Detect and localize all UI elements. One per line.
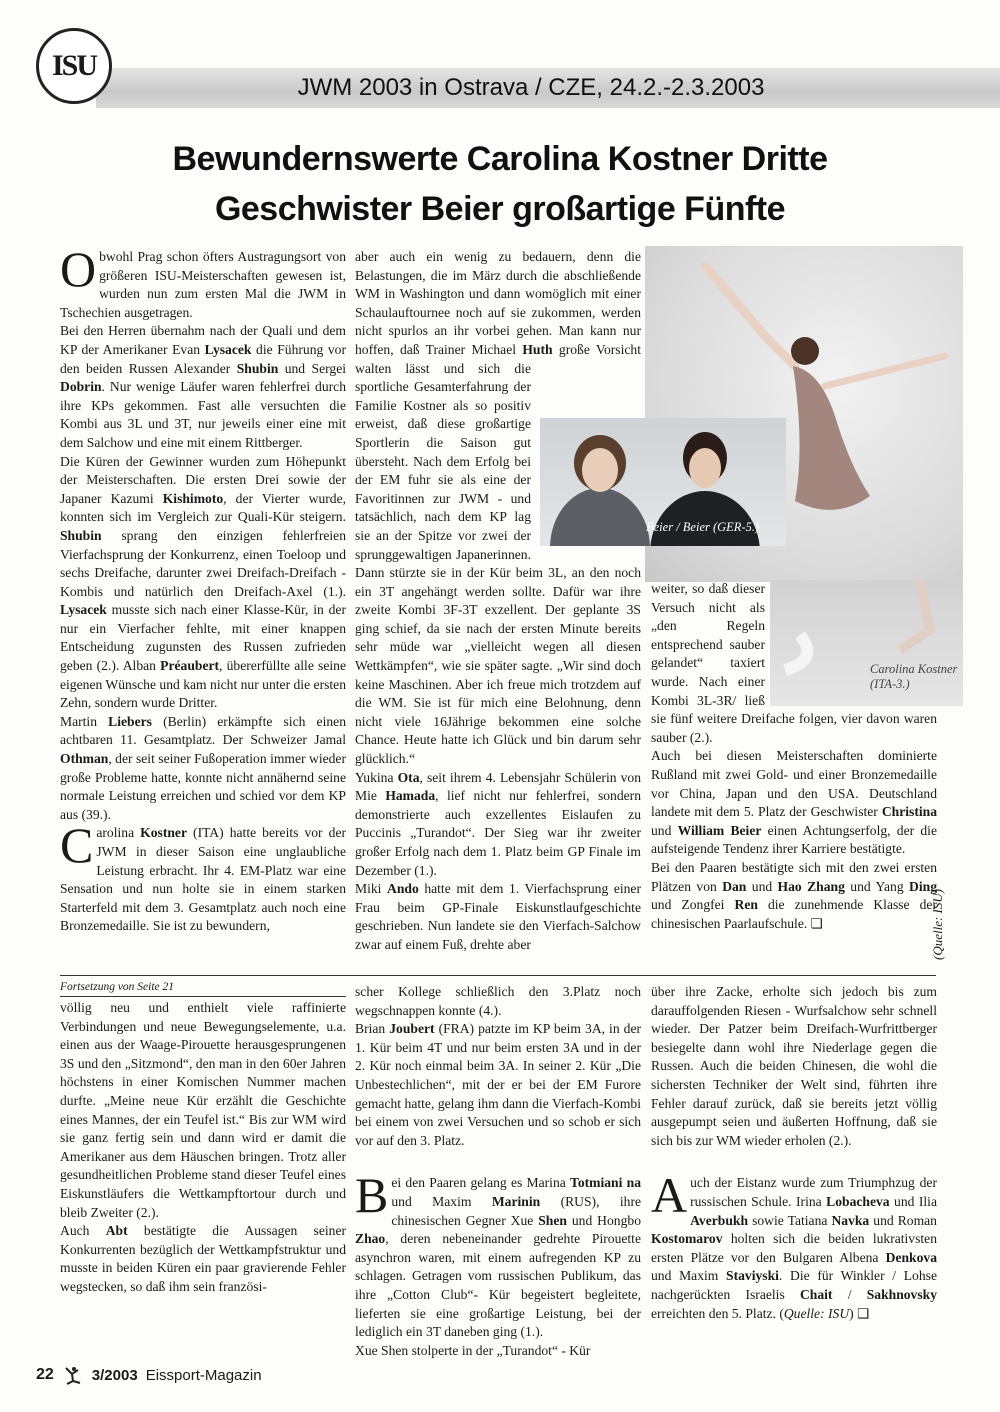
- article-bottom-col2: [355, 983, 641, 1360]
- text-run: Yukina: [355, 769, 398, 785]
- paragraph: [355, 880, 641, 954]
- article-bottom-col1: [60, 980, 346, 1297]
- athlete-name: William Beier: [677, 822, 762, 838]
- continued-from: Fortsetzung von Seite 21: [60, 981, 175, 993]
- text-run: musste sich nach einer Klasse-Kür, in der nur ein Vierfacher fehlte, mit einer knappen Entscheidung zugunsten des Russen zufrieden geben (2.). Alban: [60, 602, 346, 674]
- beier-caption: Beier / Beier (GER-5.): [646, 520, 760, 534]
- athlete-name: Othman: [60, 751, 109, 767]
- paragraph: [60, 322, 346, 452]
- text-run: und Zongfei: [651, 897, 735, 913]
- text-run: Bei den Paaren bestätigte sich mit den zwei ersten Plätzen von: [651, 859, 937, 894]
- text-run: sowie Tatiana: [748, 1212, 832, 1228]
- article-top-col3: [651, 580, 937, 933]
- athlete-name: Hao Zhang: [777, 878, 845, 894]
- athlete-name: Liebers: [108, 713, 152, 729]
- paragraph: [60, 453, 346, 713]
- text-run: Auch bei diesen Meisterschaften dominierte Rußland mit zwei Gold- und einer Bronzemedaille vor China, Japan und den USA. Deutschland landete mit dem 5. Platz der Geschwister: [651, 748, 937, 820]
- text-run: Bei den Herren übernahm nach der Quali und dem KP der Amerikaner Evan: [60, 323, 346, 357]
- text-run: und Sergei: [278, 360, 347, 376]
- text-run: über ihre Zacke, erholte sich jedoch bis zum darauffolgenden Riesen - Wurfsalchow sehr schnell wieder. Der Patzer beim Dreifach-Wurfrittberger besiegelte dann wohl ihre Niederlage gegen die Russen. Auch die beiden Chinesen, die wohl die sichersten Techniker der Welt sind, führten ihre Fehler darauf zurück, daß sie bereits jetzt völlig ausgepumpt seien und äußerten Hoffnung, daß sie sich bis zur WM wieder erholen (2.).: [651, 984, 937, 1148]
- source-note: Quelle: ISU: [783, 1305, 850, 1321]
- text-run: . Nur wenige Läufer waren fehlerfrei durch ihre KPs gekommen. Fast alle versuchten die Kombi aus 3L und 3T, nur jeweils einer eine mit dem Salchow und eine mit einem Rittberger.: [60, 379, 346, 450]
- headline-line-2: Geschwister Beier großartige Fünfte: [214, 190, 786, 228]
- athlete-name: Ding: [909, 878, 937, 894]
- drop-cap: B: [355, 1167, 389, 1224]
- athlete-name: Ota: [397, 769, 420, 785]
- text-run: ei den Paaren gelang es Marina: [391, 1175, 571, 1191]
- text-run: bwohl Prag schon öfters Austragungsort von größeren ISU-Meisterschaften gewesen ist, wurden nun zum ersten Mal die JWM in Tschechien ausgetragen.: [60, 249, 346, 320]
- athlete-name: Sakhnovsky: [866, 1286, 937, 1302]
- paragraph: [60, 1222, 346, 1296]
- text-run: Xue Shen stolperte in der „Turandot“ - Kür: [355, 1342, 591, 1358]
- photo-wrap-area: [765, 580, 937, 710]
- paragraph: [60, 817, 346, 936]
- athlete-name: Hamada: [385, 788, 436, 804]
- athlete-name: Ren: [734, 897, 758, 913]
- drop-cap: A: [651, 1167, 688, 1224]
- text-run: und Yang: [844, 878, 910, 894]
- article-top-col1: [60, 241, 347, 936]
- text-run: sprang den einzigen fehlerfreien Vierfachsprung der Konkurrenz, einen Toeloop und sechs Dreifache, darunter zwei Dreifach-Dreifach - Kombis und natürlich den Dreifach-Axel (1.).: [60, 527, 346, 599]
- headline-line-1: Bewundernswerte Carolina Kostner Dritte: [172, 140, 828, 178]
- text-run: einen Achtungserfolg, der die aufsteigende Tendenz ihrer Karriere bestätigte.: [651, 822, 937, 857]
- paragraph: [355, 1020, 641, 1150]
- athlete-name: Huth: [522, 341, 553, 357]
- athlete-name: Kostomarov: [651, 1231, 723, 1247]
- athlete-name: Shen: [538, 1212, 567, 1228]
- text-run: Die Küren der Gewinner wurden zum Höhepunkt der Meisterschaften. Die ersten Drei sowie der Japaner Kazumi: [60, 453, 346, 506]
- logo-text: ISU: [51, 49, 97, 82]
- athlete-name: Totmiani na: [570, 1175, 641, 1191]
- athlete-name: Lysacek: [204, 341, 252, 357]
- text-run: und Ilia: [889, 1193, 937, 1209]
- page-number: 22: [36, 1366, 54, 1383]
- page-footer: [36, 1364, 262, 1386]
- text-run: und: [651, 822, 678, 838]
- text-run: und Maxim: [391, 1193, 492, 1209]
- text-run: erreichten den 5. Platz. (: [651, 1305, 784, 1321]
- athlete-name: Shubin: [236, 360, 279, 376]
- text-run: hatte mit dem 1. Vierfachsprung einer Frau beim GP-Finale Eiskunstlaufgeschichte geschrieben. Nun landete sie den Vierfach-Salchow zwar auf einem Fuß, drehte aber: [355, 881, 641, 952]
- event-heading: JWM 2003 in Ostrava / CZE, 24.2.-2.3.2003: [297, 74, 765, 101]
- athlete-name: Zhao: [355, 1231, 386, 1247]
- athlete-name: Denkova: [885, 1249, 937, 1265]
- paragraph: [355, 1342, 641, 1361]
- text-run: und Roman: [869, 1212, 937, 1228]
- text-run: große Vorsicht walten lässt und sich die sportliche Gesamterfahrung der Familie Kostner als so positiv erweist, daß diese großartige Sportlerin die Saison gut übersteht. Nach dem Erfolg bei der EM fuhr sie als eine der Favoritinnen zur JWM - und tatsächlich, nach dem KP lag sie an der Spitze vor zwei der sprunggewaltigen Japanerinnen. Dann stürzte sie in der Kür beim 3L, an den noch ein 3T angehängt werden sollte. Dafür war ihre zweite Kombi 3F-3T exzellent. Der geplante 3S ging schief, da sie nach der ersten Minute bereits sehr müde war „vielleicht wegen all diesen Wettkämpfen“, wie sie später sagte. „Wir sind doch keine Maschinen. Aber ich freue mich trotzdem auf die WM. Sie ist für mich eine Belohnung, denn nicht viele 16Jährige bekommen eine solche Chance. Heute hatte ich Glück und bin darum sehr glücklich.“: [355, 341, 641, 767]
- text-run: , lief nicht nur fehlerfrei, sondern demonstrierte auch exzellentes Eislaufen zu Puccinis „Turandot“. Der Sieg war ihr zweiter großer Erfolg nach dem 1. Platz beim GP Finale im Dezember (1.).: [355, 788, 641, 878]
- paragraph: [60, 713, 346, 825]
- athlete-name: Lysacek: [60, 602, 107, 618]
- text-run: und: [746, 878, 778, 894]
- article-top-col2: [355, 248, 641, 955]
- text-run: , der seit seiner Fußoperation immer wieder große Probleme hatte, konnte nicht annähernd seine normale Leistung erreichen und schied vor dem KP aus (39.).: [60, 751, 346, 822]
- text-run: Brian: [355, 1021, 390, 1037]
- text-run: /: [832, 1286, 867, 1302]
- athlete-name: Dan: [722, 878, 747, 894]
- athlete-name: Préaubert: [160, 658, 220, 674]
- text-run: ) ❑: [849, 1305, 870, 1321]
- text-run: Martin: [60, 713, 109, 729]
- athlete-name: Kostner: [140, 825, 187, 841]
- photo-source: (Quelle: ISU): [930, 888, 945, 960]
- text-run: . Die für Winkler / Lohse nachgerückten Israelis: [651, 1268, 937, 1302]
- photo-wrap-area: [531, 378, 641, 546]
- magazine-name: Eissport-Magazin: [145, 1366, 262, 1384]
- text-run: die Führung vor den beiden Russen Alexander: [60, 341, 346, 376]
- text-run: arolina: [96, 825, 141, 841]
- text-run: , übererfüllte alle seine eigenen Wünsche und kam nicht nur unter die ersten Zehn, sondern wurde Dritter.: [60, 658, 346, 711]
- text-run: völlig neu und enthielt viele raffinierte Verbindungen und neue Bewegungselemente, u.a. einen aus der Waage-Pirouette herausgesprungenen 3S und den „Sitzmond“, den man in den 60er Jahren höchstens in einer Komischen Nummer machen durfte. „Meine neue Kür erzählt die Geschichte eines Mannes, der ein Teufel ist.“ Bis zur WM wird sie ganz fertig sein und dann wird er damit die Amerikaner aus dem Häuschen bringen. Trotz aller gesundheitlichen Probleme stand dieser Teufel eines Eiskunstläufers die Wettkampftortour durch und bleib Zweiter (2.).: [60, 1000, 346, 1220]
- article-bottom-col1-text: [60, 999, 346, 1297]
- text-run: , deren nebeneinander gedrehte Pirouette asynchron waren, mit einem aufregenden KP zu schlagen. Getragen vom russischen Publikum, das ihre „Cotton Club“- Kür begeistert begleitete, lieferten sie eine großartige Leistung, bei der lediglich ein 3T daneben ging (1.).: [355, 1231, 641, 1340]
- text-run: holten sich die beiden lukrativsten ersten Plätze vor den Bulgaren Albena: [651, 1231, 937, 1265]
- athlete-name: Kishimoto: [162, 490, 224, 506]
- paragraph: [651, 983, 937, 1150]
- paragraph: [355, 1167, 641, 1341]
- athlete-name: Christina: [881, 804, 937, 820]
- athlete-name: Ando: [387, 881, 419, 897]
- athlete-name: Marinin: [491, 1193, 541, 1209]
- paragraph: [651, 859, 937, 933]
- paragraph: [355, 983, 641, 1020]
- text-run: aber auch ein wenig zu bedauern, denn die Belastungen, die im März durch die abschließende WM in Washington und dann womöglich mit einer Schaulauftournee noch auf sie zukommen, werden nicht spurlos an ihr vorbei gehen. Man kann nur hoffen, daß Trainer Michael: [355, 249, 641, 357]
- continued-rule: [60, 996, 346, 997]
- text-run: uch der Eistanz wurde zum Triumphzug der russischen Schule. Irina: [690, 1175, 937, 1209]
- athlete-name: Shubin: [60, 527, 102, 543]
- athlete-name: Dobrin: [60, 379, 102, 395]
- paragraph: [60, 241, 346, 322]
- paragraph: [60, 999, 346, 1222]
- text-run: bestätigte die Aussagen seiner Konkurrenten bezüglich der Wettkampfstruktur und musste in beiden Küren ein paar gravierende Fehler wegstecken, so daß ihm sein französi-: [60, 1223, 347, 1294]
- article-bottom-col3: [651, 983, 937, 1323]
- caption-name: Carolina Kostner: [870, 662, 958, 676]
- text-run: , seit ihrem 4. Lebensjahr Schülerin von Mie: [355, 769, 641, 804]
- text-run: und Hongbo: [566, 1212, 641, 1228]
- athlete-name: Chait: [799, 1286, 833, 1302]
- caption-result: (ITA-3.): [870, 677, 910, 691]
- athlete-name: Lobacheva: [826, 1193, 890, 1209]
- text-run: , der Vierter wurde, konnten sich im Vergleich zur Quali-Kür steigern.: [60, 490, 346, 525]
- paragraph: [651, 747, 937, 859]
- athlete-name: Abt: [105, 1223, 128, 1239]
- athlete-name: Staviyski: [726, 1268, 779, 1284]
- paragraph: [651, 1167, 937, 1323]
- text-run: scher Kollege schließlich den 3.Platz noch wegschnappen konnte (4.).: [355, 984, 641, 1018]
- section-divider: [60, 975, 936, 976]
- skater-icon: [62, 1364, 84, 1386]
- drop-cap: O: [60, 241, 97, 297]
- text-run: (RUS), ihre chinesischen Gegner Xue: [391, 1193, 641, 1228]
- drop-cap: C: [60, 817, 94, 874]
- athlete-name: Navka: [831, 1212, 870, 1228]
- text-run: weiter, so daß dieser Versuch nicht als „den Regeln entsprechend sauber gelandet“ taxiert wurde. Nach einer Kombi 3L-3R/ ließ sie fünf weitere Dreifache folgen, vier davon waren sauber (2.).: [651, 581, 937, 745]
- text-run: die zunehmende Klasse der chinesischen Paarlaufschule. ❑: [651, 897, 937, 931]
- athlete-name: Averbukh: [690, 1212, 749, 1228]
- paragraph: [355, 769, 641, 881]
- text-run: (FRA) patzte im KP beim 3A, in der 1. Kür beim 4T und nur beim ersten 3A und in der 2. Kür noch einmal beim 3A. In seiner 2. Kür „Die Unbestechlichen“, mit der er bei der EM Furore gemacht hatte, gelang ihm dann die Vierfach-Kombi bei einem von zwei Versuchen und so schob er sich vor auf den 3. Platz.: [355, 1021, 642, 1148]
- text-run: Auch: [60, 1223, 106, 1239]
- text-run: (ITA) hatte bereits vor der JWM in dieser Saison eine unglaubliche Leistung erbracht. Ihr 4. EM-Platz war eine Sensation und nun holte sie in einem starken Starterfeld mit dem 3. Gesamtplatz auch noch eine Bronzemedaille. Sie ist zu bewundern,: [60, 825, 346, 934]
- text-run: und Maxim: [651, 1268, 727, 1284]
- issue-number: 3/2003: [91, 1366, 138, 1384]
- athlete-name: Joubert: [389, 1021, 435, 1037]
- text-run: Miki: [355, 881, 388, 897]
- text-run: (Berlin) erkämpfte sich einen achtbaren 11. Gesamtplatz. Der Schweizer Jamal: [60, 713, 346, 748]
